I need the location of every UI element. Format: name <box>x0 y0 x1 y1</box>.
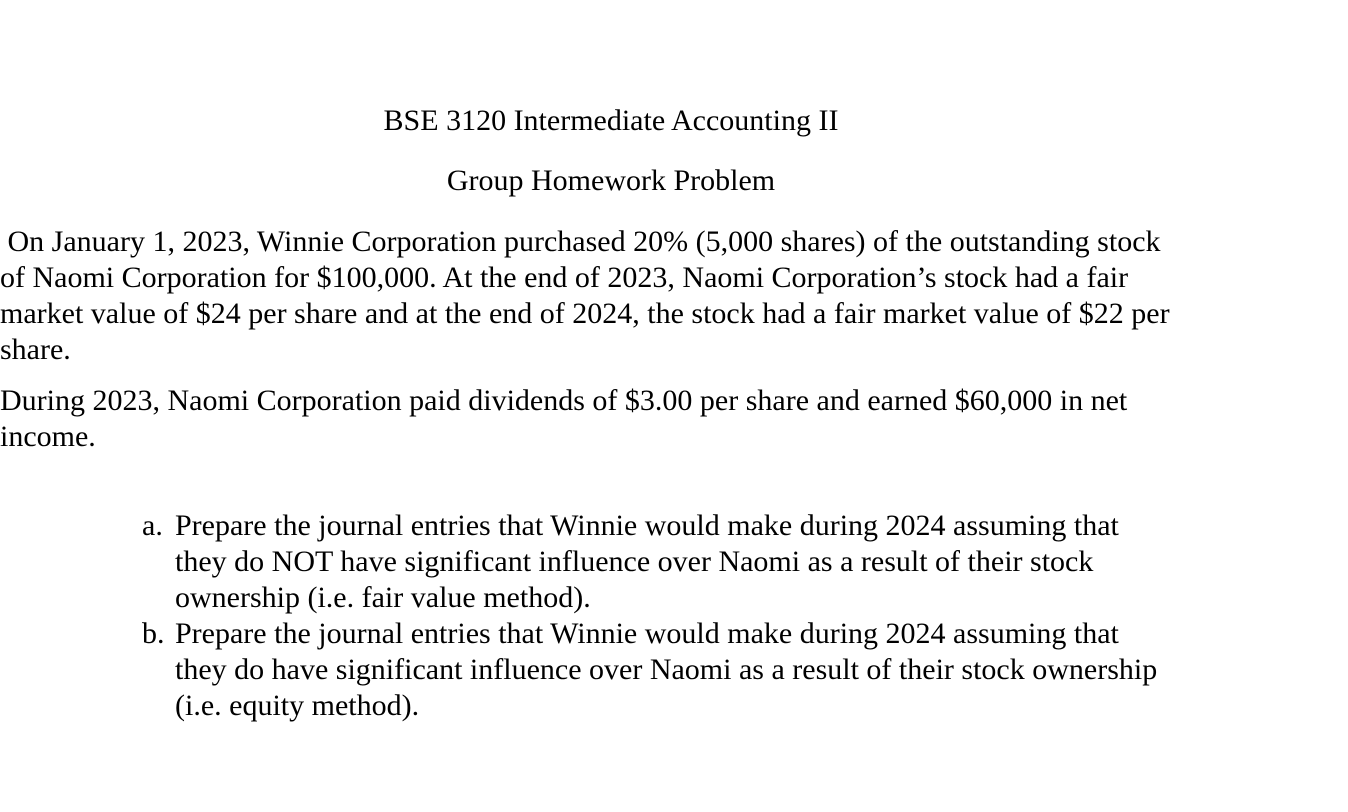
paragraph-line: market value of $24 per share and at the end of 2024, the stock had a fair market value of $22 per <box>0 297 1170 330</box>
task-line: Prepare the journal entries that Winnie would make during 2024 assuming that <box>175 617 1119 650</box>
task-marker: b. <box>142 617 165 650</box>
paragraph-line: income. <box>0 420 96 453</box>
task-line: they do have significant influence over Naomi as a result of their stock ownership <box>175 653 1158 686</box>
problem-paragraph-2 <box>0 383 1240 455</box>
problem-paragraph-1 <box>0 224 1240 368</box>
task-list <box>142 508 1242 724</box>
task-item-b <box>142 616 1242 724</box>
task-line: Prepare the journal entries that Winnie would make during 2024 assuming that <box>175 509 1119 542</box>
paragraph-line: of Naomi Corporation for $100,000. At the end of 2023, Naomi Corporation’s stock had a fair <box>0 261 1129 294</box>
paragraph-line: During 2023, Naomi Corporation paid dividends of $3.00 per share and earned $60,000 in net <box>0 384 1128 417</box>
task-item-a <box>142 508 1242 616</box>
task-line: ownership (i.e. fair value method). <box>175 581 591 614</box>
course-title: BSE 3120 Intermediate Accounting II <box>383 104 839 137</box>
paragraph-line: On January 1, 2023, Winnie Corporation purchased 20% (5,000 shares) of the outstanding stock <box>0 225 1161 258</box>
paragraph-line: share. <box>0 333 71 366</box>
task-line: (i.e. equity method). <box>175 689 420 722</box>
task-marker: a. <box>142 509 163 542</box>
task-text <box>175 616 1242 724</box>
task-line: they do NOT have significant influence over Naomi as a result of their stock <box>175 545 1094 578</box>
task-text <box>175 508 1242 616</box>
assignment-subtitle: Group Homework Problem <box>446 164 776 197</box>
